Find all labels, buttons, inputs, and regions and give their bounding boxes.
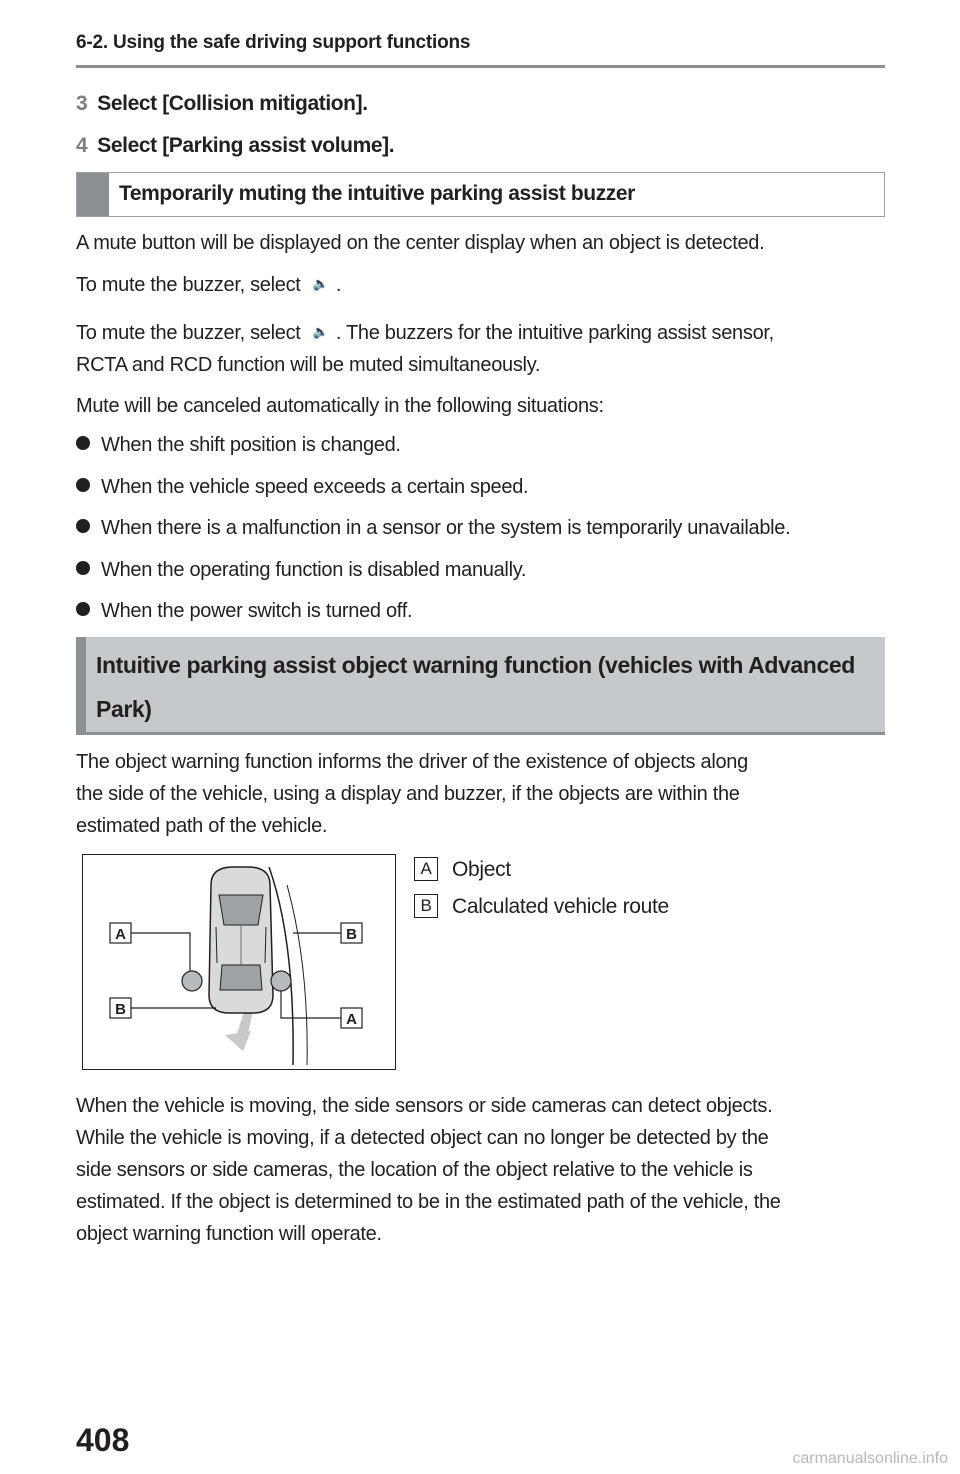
paragraph-object-detection xyxy=(76,1090,888,1250)
speaker-mute-icon: 🔈 xyxy=(312,276,329,291)
text: When the shift position is changed. xyxy=(101,434,401,456)
paragraph-mute-instruction xyxy=(76,268,888,301)
section-title xyxy=(96,643,855,731)
speaker-mute-icon: 🔈 xyxy=(312,324,329,339)
step-text: Select [Collision mitigation]. xyxy=(97,92,368,115)
object-marker xyxy=(182,971,202,991)
text: Park) xyxy=(96,696,152,722)
text: RCTA and RCD function will be muted simultaneously. xyxy=(76,354,541,376)
running-header: 6-2. Using the safe driving support functions xyxy=(76,32,471,53)
paragraph-object-warning-intro xyxy=(76,746,888,842)
legend-item-route xyxy=(414,894,669,919)
paragraph-mute-button: A mute button will be displayed on the center display when an object is detected. xyxy=(76,232,765,254)
legend-text: Calculated vehicle route xyxy=(452,895,669,918)
text: . The buzzers for the intuitive parking assist sensor, xyxy=(335,322,774,344)
list-item xyxy=(76,600,412,623)
header-rule xyxy=(76,65,885,68)
text: When the vehicle speed exceeds a certain speed. xyxy=(101,476,529,498)
object-warning-diagram xyxy=(82,854,396,1070)
leader-line xyxy=(281,991,341,1018)
legend-key: B xyxy=(414,894,438,918)
bullet-icon xyxy=(76,519,90,533)
text: When the vehicle is moving, the side sensors or side cameras can detect objects. xyxy=(76,1095,773,1117)
leader-line xyxy=(131,933,190,971)
vehicle-icon xyxy=(209,867,273,1013)
bullet-icon xyxy=(76,602,90,616)
paragraph-cancel-conditions: Mute will be canceled automatically in the following situations: xyxy=(76,395,604,417)
object-marker xyxy=(271,971,291,991)
bullet-icon xyxy=(76,478,90,492)
text: When the power switch is turned off. xyxy=(101,600,413,622)
text: Intuitive parking assist object warning function (vehicles with Advanced xyxy=(96,652,855,678)
list-item xyxy=(76,434,401,457)
text: To mute the buzzer, select xyxy=(76,274,301,296)
bullet-icon xyxy=(76,436,90,450)
vehicle-path-illustration xyxy=(83,855,394,1068)
text: estimated. If the object is determined to be in the estimated path of the vehicle, the xyxy=(76,1191,781,1213)
text: When the operating function is disabled manually. xyxy=(101,559,527,581)
step-text: Select [Parking assist volume]. xyxy=(97,134,395,157)
travel-arrow-head-icon xyxy=(225,1031,251,1051)
text: object warning function will operate. xyxy=(76,1223,382,1245)
step-number: 3 xyxy=(76,92,88,115)
bullet-icon xyxy=(76,561,90,575)
text: The object warning function informs the driver of the existence of objects along xyxy=(76,751,748,773)
text: When there is a malfunction in a sensor or the system is temporarily unavailable. xyxy=(101,517,791,539)
list-item xyxy=(76,476,528,499)
legend-text: Object xyxy=(452,858,511,881)
legend-key: A xyxy=(414,857,438,881)
list-item xyxy=(76,559,526,582)
section-heading-muting xyxy=(76,172,885,217)
heading-bar xyxy=(76,637,86,732)
figure-label: A xyxy=(346,1011,357,1028)
section-heading-object-warning xyxy=(76,637,885,735)
watermark: carmanualsonline.info xyxy=(792,1450,948,1467)
step-4 xyxy=(76,134,394,158)
page-number: 408 xyxy=(76,1422,130,1458)
list-item xyxy=(76,517,790,540)
figure-label: B xyxy=(346,926,357,943)
text: To mute the buzzer, select xyxy=(76,322,301,344)
text: the side of the vehicle, using a display and buzzer, if the objects are within the xyxy=(76,783,740,805)
figure-label: A xyxy=(115,926,126,943)
legend-item-object xyxy=(414,857,511,882)
text: . xyxy=(335,274,342,296)
section-title: Temporarily muting the intuitive parking assist buzzer xyxy=(119,182,635,205)
text: While the vehicle is moving, if a detected object can no longer be detected by the xyxy=(76,1127,769,1149)
step-3 xyxy=(76,92,368,116)
heading-bar xyxy=(77,173,109,216)
paragraph-mute-simultaneous xyxy=(76,316,888,381)
text: side sensors or side cameras, the location of the object relative to the vehicle is xyxy=(76,1159,753,1181)
step-number: 4 xyxy=(76,134,88,157)
figure-label: B xyxy=(115,1001,126,1018)
text: estimated path of the vehicle. xyxy=(76,815,328,837)
